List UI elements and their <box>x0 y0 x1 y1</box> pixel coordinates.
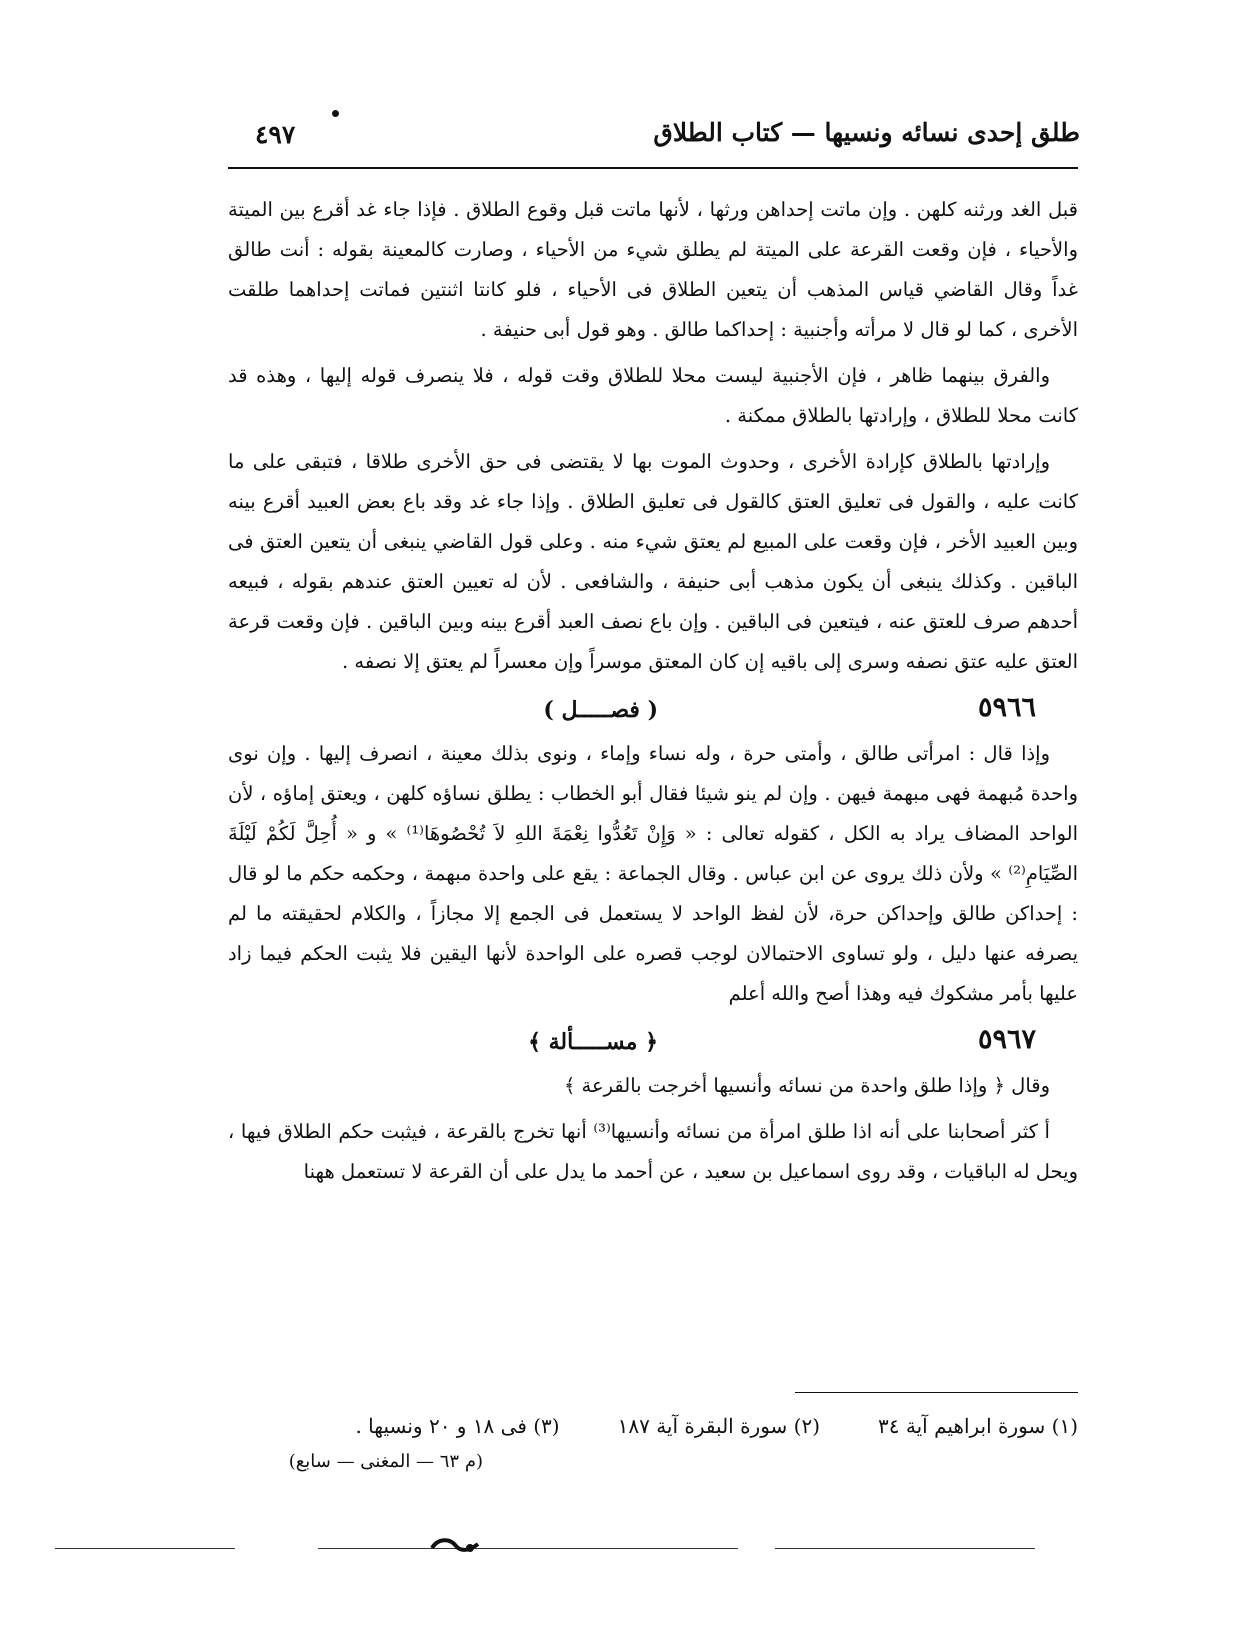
paragraph: قبل الغد ورثنه كلهن . وإن ماتت إحداهن ورثها ، لأنها ماتت قبل وقوع الطلاق . فإذا جاء غد أقرع بين الميتة والأحياء ، فإن وقعت القرعة على الميتة لم يطلق شيء من الأحياء ، وصارت كالمعينة بقوله : أنت طالق غداً وقال القاضي قياس المذهب أن يتعين الطلاق فى الأحياء ، فلو كانتا اثنتين فماتت إحداهما طلقت الأخرى ، كما لو قال لا مرأته وأجنبية : إحداكما طالق . وهو قول أبى حنيفة . <box>228 198 1078 341</box>
page-number: ٤٩٧ <box>255 120 296 149</box>
paragraph: أ كثر أصحابنا على أنه اذا طلق امرأة من نسائه وأنسيها⁽³⁾ أنها تخرج بالقرعة ، فيثبت حكم الطلاق فيها ، ويحل له الباقيات ، وقد روى اسماعيل بن سعيد ، عن أحمد ما يدل على أن القرعة لا تستعمل ههنا <box>228 1120 1078 1183</box>
footnotes <box>228 1408 1078 1480</box>
section-title: ﴿ مســـــألة ﴾ <box>528 1029 658 1055</box>
bottom-rule-middle <box>318 1548 738 1549</box>
bottom-rule-left <box>55 1548 235 1549</box>
footnote-2: (٢) سورة البقرة آية ١٨٧ <box>617 1414 821 1438</box>
running-header <box>225 118 1080 166</box>
footnote-row <box>228 1408 1078 1444</box>
paragraph: والفرق بينهما ظاهر ، فإن الأجنبية ليست محلا للطلاق وقت قوله ، فلا ينصرف قوله إليها ، وهذه قد كانت محلا للطلاق ، وإرادتها بالطلاق ممكنة . <box>228 364 1078 427</box>
footnote-1: (١) سورة ابراهيم آية ٣٤ <box>878 1414 1078 1438</box>
section-heading-5966 <box>228 688 1078 730</box>
signature-mark: (م ٦٣ — المغنى — سابع) <box>288 1451 483 1472</box>
header-dot <box>332 110 339 117</box>
footnote-3: (٣) فى ١٨ و ٢٠ ونسيها . <box>355 1414 560 1438</box>
header-title: طلق إحدى نسائه ونسيها — كتاب الطلاق <box>653 118 1080 147</box>
paragraph: وإرادتها بالطلاق كإرادة الأخرى ، وحدوث الموت بها لا يقتضى فى حق الأخرى طلاقا ، فتبقى على ما كانت عليه ، والقول فى تعليق العتق كالقول فى تعليق الطلاق . وإذا جاء غد وقد باع بعض العبيد أقرع بينه وبين العبيد الأخر ، فإن وقعت على المبيع لم يعتق شيء منه . وعلى قول القاضي ينبغى أن يتعين العتق فى الباقين . وكذلك ينبغى أن يكون مذهب أبى حنيفة ، والشافعى . لأن له تعيين العتق عندهم بقوله ، فبيعه أحدهم صرف للعتق عنه ، فيتعين فى الباقين . وإن باع نصف العبد أقرع بينه وبين الباقين . فإن وقعت قرعة العتق عليه عتق نصفه وسرى إلى باقيه إن كان المعتق موسراً وإن معسراً لم يعتق إلا نصفه . <box>228 450 1078 673</box>
body-text <box>228 190 1078 1198</box>
section-title: ( فصـــــل ) <box>543 697 658 723</box>
header-rule <box>228 167 1078 169</box>
bottom-rule-right <box>775 1548 1035 1549</box>
footnote-rule <box>795 1392 1078 1393</box>
paragraph: وإذا قال : امرأتى طالق ، وأمتى حرة ، وله نساء وإماء ، ونوى بذلك معينة ، انصرف إليها . وإن نوى واحدة مُبهمة فهى مبهمة فيهن . وإن لم ينو شيئا فقال أبو الخطاب : يطلق نساؤه كلهن ، ويعتق إماؤه ، لأن الواحد المضاف يراد به الكل ، كقوله تعالى : « وَإِنْ تَعُدُّوا نِعْمَةَ اللهِ لاَ تُحْصُوهَا⁽¹⁾ » و « أُحِلَّ لَكُمْ لَيْلَةَ الصِّيَامِ⁽²⁾ » ولأن ذلك يروى عن ابن عباس . وقال الجماعة : يقع على واحدة مبهمة ، وحكمه حكم ما لو قال : إحداكن طالق وإحداكن حرة، لأن لفظ الواحد لا يستعمل فى الجمع إلا مجازاً ، والكلام لحقيقته ما لم يصرفه عنها دليل ، ولو تساوى الاحتمالان لوجب قصره على الواحدة لأنها اليقين فلا يثبت الحكم فيما زاد عليها بأمر مشكوك فيه وهذا أصح والله أعلم <box>228 742 1078 1005</box>
section-heading-5967 <box>228 1020 1078 1062</box>
section-number: ٥٩٦٧ <box>977 1024 1036 1055</box>
ornament-icon <box>428 1534 483 1556</box>
paragraph: وقال ﴿ وإذا طلق واحدة من نسائه وأنسيها أخرجت بالقرعة ﴾ <box>563 1074 1050 1097</box>
section-number: ٥٩٦٦ <box>977 692 1036 723</box>
